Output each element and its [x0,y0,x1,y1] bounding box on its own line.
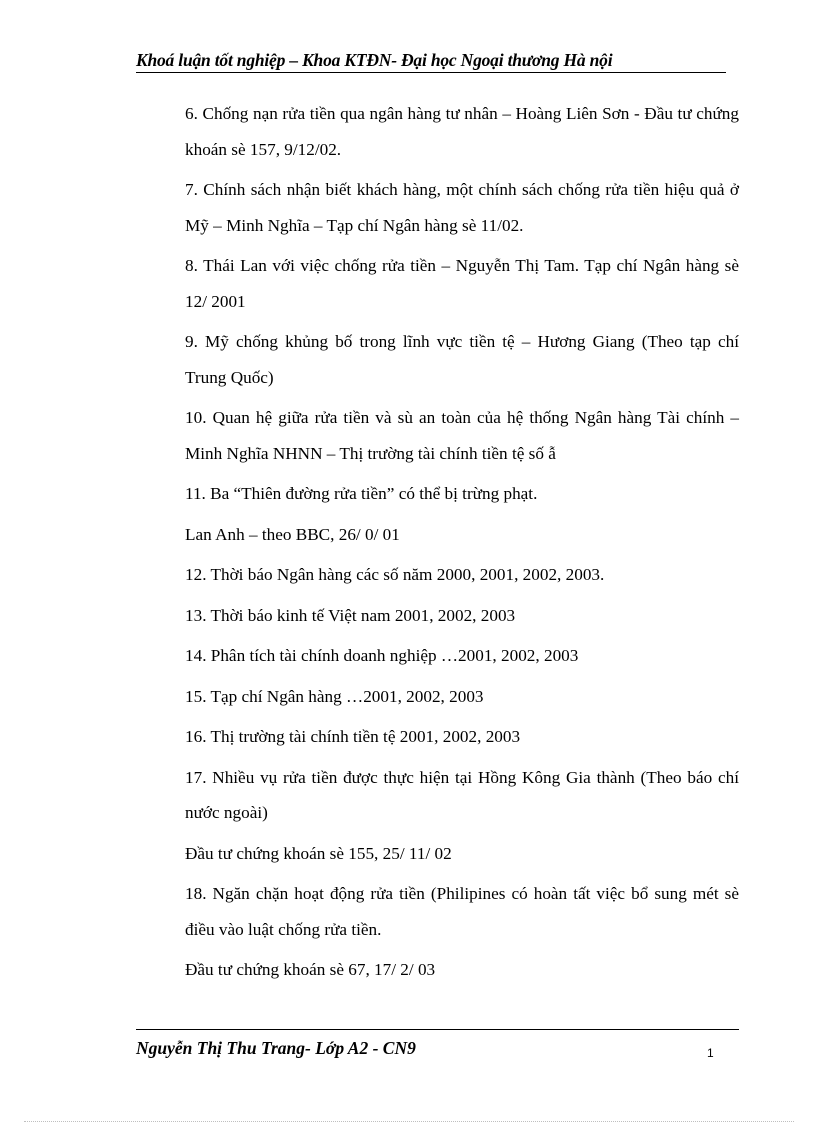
reference-entry: Lan Anh – theo BBC, 26/ 0/ 01 [185,524,400,544]
page-bottom-border [24,1121,794,1122]
reference-entry: 12. Thời báo Ngân hàng các số năm 2000, 2001, 2002, 2003. [185,565,605,584]
page-header [136,50,726,73]
reference-list [185,96,739,993]
reference-entry: 10. Quan hệ giữa rửa tiền và sù an toàn của hệ thống Ngân hàng Tài chính – Minh Nghĩa NHNN – Thị trường tài chính tiền tệ số ẫ [185,408,739,463]
footer-divider [136,1029,739,1030]
reference-entry: 17. Nhiều vụ rửa tiền được thực hiện tại Hồng Kông Gia thành (Theo báo chí nước ngoài) [185,767,739,822]
reference-entry: 6. Chống nạn rửa tiền qua ngân hàng tư nhân – Hoàng Liên Sơn - Đầu tư chứng khoán sè 157, 9/12/02. [185,104,739,159]
reference-entry: 11. Ba “Thiên đường rửa tiền” có thể bị trừng phạt. [185,484,538,503]
reference-entry: 7. Chính sách nhận biết khách hàng, một chính sách chống rửa tiền hiệu quả ở Mỹ – Minh Nghĩa – Tạp chí Ngân hàng sè 11/02. [185,180,739,235]
reference-entry: 14. Phân tích tài chính doanh nghiệp …2001, 2002, 2003 [185,646,579,665]
reference-entry: Đầu tư chứng khoán sè 155, 25/ 11/ 02 [185,843,452,863]
footer-author: Nguyễn Thị Thu Trang- Lớp A2 - CN9 [136,1038,416,1058]
reference-entry: 15. Tạp chí Ngân hàng …2001, 2002, 2003 [185,686,484,706]
reference-entry: 16. Thị trường tài chính tiền tệ 2001, 2002, 2003 [185,727,521,746]
reference-entry: 18. Ngăn chặn hoạt động rửa tiền (Philipines có hoàn tất việc bổ sung mét sè điều vào luật chống rửa tiền. [185,884,739,939]
page-number: 1 [707,1046,714,1060]
reference-entry: 8. Thái Lan với việc chống rửa tiền – Nguyễn Thị Tam. Tạp chí Ngân hàng sè 12/ 2001 [185,256,739,311]
reference-entry: Đầu tư chứng khoán sè 67, 17/ 2/ 03 [185,960,436,979]
header-title: Khoá luận tốt nghiệp – Khoa KTĐN- Đại học Ngoại thương Hà nội [136,50,613,70]
reference-entry: 13. Thời báo kinh tế Việt nam 2001, 2002, 2003 [185,605,516,625]
reference-entry: 9. Mỹ chống khủng bố trong lĩnh vực tiền tệ – Hương Giang (Theo tạp chí Trung Quốc) [185,332,739,387]
